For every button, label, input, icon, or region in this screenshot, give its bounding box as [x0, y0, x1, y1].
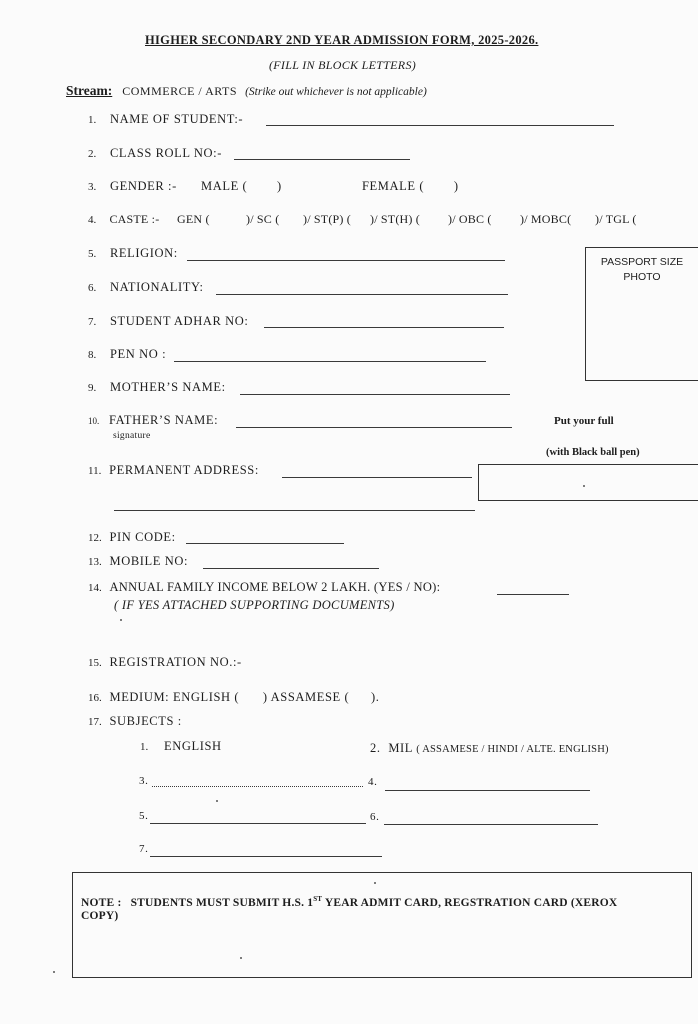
field-annual-income [88, 580, 440, 595]
margin-speck [53, 971, 55, 973]
note-bottom-speck [240, 957, 242, 959]
income-note: ( IF YES ATTACHED SUPPORTING DOCUMENTS) [114, 598, 395, 612]
photo-box-line2: PHOTO [623, 271, 661, 283]
note-text-b: YEAR ADMIT CARD, REGSTRATION CARD (XEROX [322, 896, 618, 909]
note-box [72, 872, 692, 978]
field-number: 12. [88, 532, 102, 544]
field-number: 10. [88, 416, 100, 426]
photo-box-line1: PASSPORT SIZE [600, 256, 684, 268]
field-religion [88, 246, 178, 261]
field-subjects [88, 714, 182, 729]
field-label: PEN NO : [109, 347, 167, 361]
male-label: MALE ( [201, 179, 248, 193]
stream-options[interactable]: COMMERCE / ARTS [122, 84, 238, 98]
note-text-line2: COPY) [81, 910, 119, 922]
class-roll-no-input-line[interactable] [234, 159, 410, 160]
subject-1-english [140, 739, 222, 754]
field-label: MOBILE NO: [109, 554, 189, 568]
field-number: 8. [88, 349, 97, 361]
address-input-line-2[interactable] [114, 510, 475, 511]
field-registration-no [88, 655, 242, 670]
field-label: NAME OF STUDENT:- [109, 112, 244, 126]
field-gender [88, 179, 177, 194]
subject-name: ENGLISH [163, 739, 222, 753]
caste-mobc-option[interactable]: )/ MOBC( [520, 212, 572, 226]
religion-input-line[interactable] [187, 260, 505, 261]
income-speck [120, 619, 122, 621]
field-number: 14. [88, 582, 102, 594]
subject-6-input-line[interactable] [384, 824, 598, 825]
field-caste [88, 212, 159, 227]
income-input-line[interactable] [497, 594, 569, 595]
male-close: ) [277, 179, 282, 193]
form-subtitle: (FILL IN BLOCK LETTERS) [269, 58, 417, 72]
stream-label: Stream: [66, 83, 113, 98]
note-top-speck [374, 882, 376, 884]
field-label: PERMANENT ADDRESS: [109, 463, 259, 477]
subject-5-label: 5. [139, 810, 149, 822]
field-label: NATIONALITY: [109, 280, 204, 294]
field-label: PIN CODE: [109, 530, 176, 544]
field-fathers-name [88, 413, 218, 428]
pen-no-input-line[interactable] [174, 361, 486, 362]
caste-stp-option[interactable]: )/ ST(P) ( [303, 212, 351, 226]
field-pin-code [88, 530, 176, 545]
caste-sc-option[interactable]: )/ SC ( [246, 212, 280, 226]
field-permanent-address [88, 463, 259, 478]
gender-male-option[interactable] [201, 179, 282, 194]
adhar-no-input-line[interactable] [264, 327, 504, 328]
subject-6-label: 6. [370, 811, 380, 823]
field-label: STUDENT ADHAR NO: [109, 314, 249, 328]
field-label: FATHER’S NAME: [108, 413, 219, 427]
field-number: 17. [88, 716, 102, 728]
subject-number: 2. [370, 741, 381, 755]
medium-assamese-option[interactable]: ) ASSAMESE ( [262, 690, 350, 704]
field-number: 4. [88, 214, 97, 226]
field-number: 1. [88, 114, 97, 126]
field-label: ANNUAL FAMILY INCOME BELOW 2 LAKH. (YES / NO): [109, 580, 441, 594]
field-number: 7. [88, 316, 97, 328]
field-number: 6. [88, 282, 97, 294]
subject-number: 1. [140, 741, 149, 753]
mothers-name-input-line[interactable] [240, 394, 510, 395]
address-input-line-1[interactable] [282, 477, 472, 478]
field-number: 16. [88, 692, 102, 704]
medium-english-option[interactable]: MEDIUM: ENGLISH ( [109, 690, 240, 704]
field-number: 5. [88, 248, 97, 260]
field-label: CLASS ROLL NO:- [109, 146, 222, 160]
note-text-line1 [81, 895, 617, 909]
subject-7-label: 7. [139, 843, 149, 855]
field-mothers-name [88, 380, 226, 395]
note-prefix: NOTE : [81, 896, 122, 909]
subject-speck [216, 800, 218, 802]
field-name-of-student [88, 112, 243, 127]
field-number: 3. [88, 181, 97, 193]
mil-options: ( ASSAMESE / HINDI / ALTE. ENGLISH) [416, 744, 609, 755]
stream-row [66, 82, 427, 100]
caste-sth-option[interactable]: )/ ST(H) ( [370, 212, 420, 226]
field-label: GENDER :- [109, 179, 177, 193]
nationality-input-line[interactable] [216, 294, 508, 295]
mobile-no-input-line[interactable] [203, 568, 379, 569]
medium-close: ). [370, 690, 380, 704]
stream-note: (Strike out whichever is not applicable) [245, 86, 427, 98]
field-label: SUBJECTS : [109, 714, 182, 728]
subject-2-mil [370, 741, 609, 756]
passport-photo-box[interactable] [585, 247, 698, 381]
field-number: 15. [88, 657, 102, 669]
note-superscript: ST [313, 895, 323, 903]
signature-trailing-text: signature [113, 431, 151, 441]
note-text-a: STUDENTS MUST SUBMIT H.S. 1 [130, 896, 314, 909]
field-label: CASTE :- [109, 212, 160, 226]
field-label: REGISTRATION NO.:- [109, 655, 242, 669]
subject-4-label: 4. [368, 776, 378, 788]
signature-pen-note: (with Black ball pen) [546, 447, 640, 458]
name-of-student-input-line[interactable] [266, 125, 614, 126]
subject-5-input-line[interactable] [150, 823, 366, 824]
subject-3-input-line[interactable] [152, 786, 363, 787]
pin-code-input-line[interactable] [186, 543, 344, 544]
female-label: FEMALE ( [362, 179, 425, 193]
field-number: 11. [88, 465, 102, 477]
field-medium [88, 690, 379, 705]
field-mobile-no [88, 554, 188, 569]
signature-box-speck [583, 485, 585, 487]
subject-7-input-line[interactable] [150, 856, 382, 857]
subject-3-label: 3. [139, 775, 149, 787]
signature-box[interactable] [478, 464, 698, 501]
subject-4-input-line[interactable] [385, 790, 590, 791]
female-close: ) [453, 179, 459, 193]
gender-female-option[interactable] [362, 179, 459, 194]
form-title: HIGHER SECONDARY 2ND YEAR ADMISSION FORM, 2025-2026. [145, 33, 539, 47]
fathers-name-input-line[interactable] [236, 427, 512, 428]
field-student-adhar-no [88, 314, 248, 329]
caste-tgl-option[interactable]: )/ TGL ( [595, 212, 637, 226]
caste-obc-option[interactable]: )/ OBC ( [448, 212, 492, 226]
caste-gen-option[interactable]: GEN ( [177, 212, 210, 226]
field-label: MOTHER’S NAME: [109, 380, 226, 394]
field-label: RELIGION: [109, 246, 178, 260]
field-pen-no [88, 347, 166, 362]
signature-instruction: Put your full [554, 415, 614, 427]
field-number: 13. [88, 556, 102, 568]
subject-name: MIL [388, 741, 413, 755]
field-number: 9. [88, 382, 97, 394]
field-number: 2. [88, 148, 97, 160]
field-class-roll-no [88, 146, 222, 161]
field-nationality [88, 280, 204, 295]
